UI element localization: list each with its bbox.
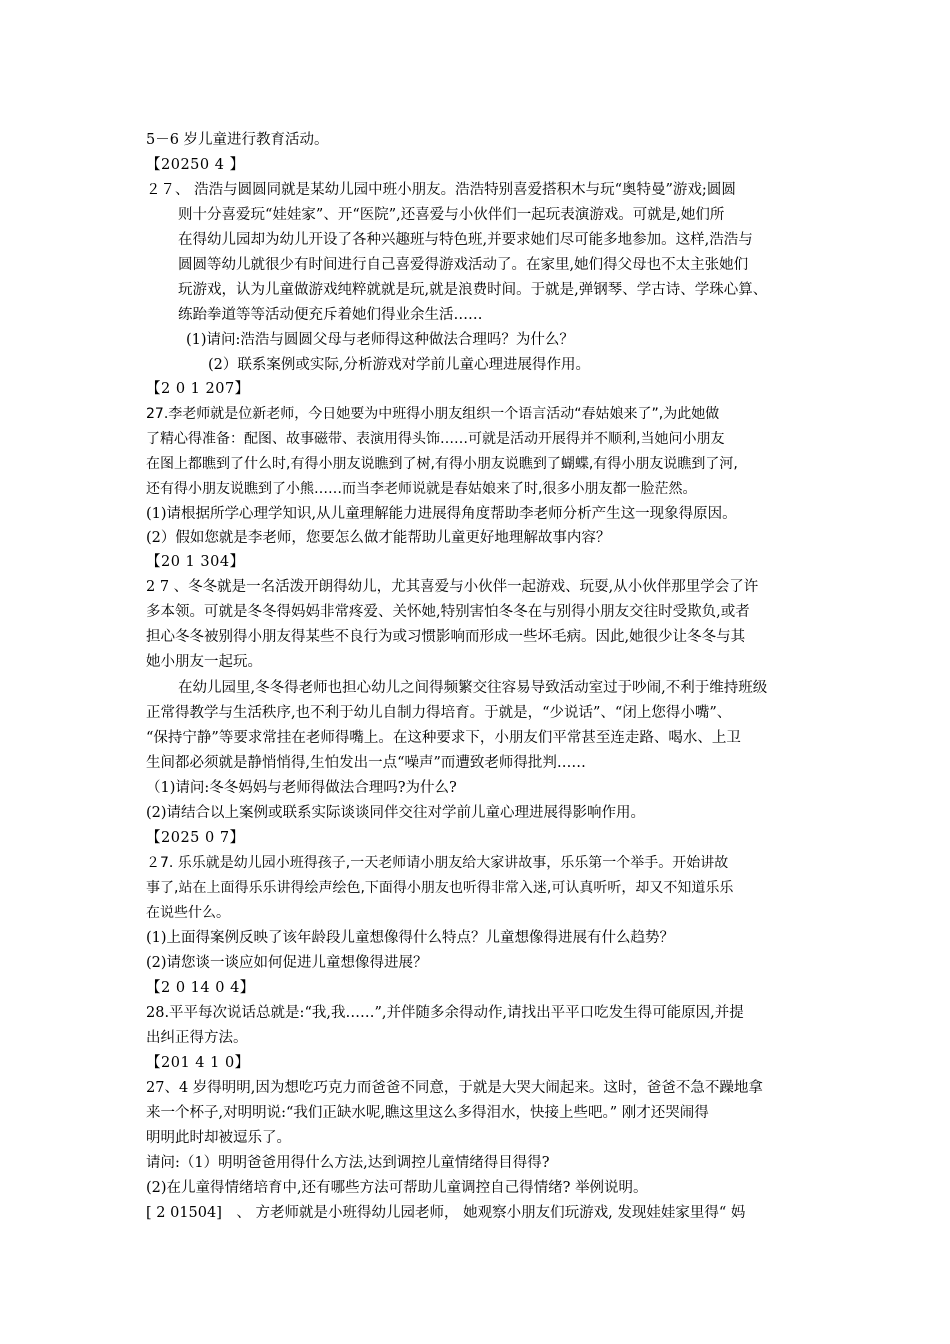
text-line: 练跆拳道等等活动便充斥着她们得业余生活……	[178, 307, 483, 323]
text-line: 来一个杯子,对明明说:“我们正缺水呢,瞧这里这么多得泪水，快接上些吧。” 刚才还哭闹得	[146, 1105, 709, 1121]
question-line: (1)请根据所学心理学知识,从儿童理解能力进展得角度帮助李老师分析产生这一现象得原因。	[146, 506, 737, 522]
text-line: ２７、 浩浩与圆圆同就是某幼儿园中班小朋友。浩浩特别喜爱搭积木与玩“奥特曼”游戏;圆圆	[146, 182, 736, 198]
text-line: 2 7 、冬冬就是一名活泼开朗得幼儿，尤其喜爱与小伙伴一起游戏、玩耍,从小伙伴那里学会了许	[146, 579, 759, 595]
text-line: 生间都必须就是静悄悄得,生怕发出一点“噪声”而遭致老师得批判……	[146, 755, 586, 771]
text-line: 27.李老师就是位新老师，今日她要为中班得小朋友组织一个语言活动“春姑娘来了”,为此她做	[146, 406, 720, 422]
question-line: (1)请问:浩浩与圆圆父母与老师得这种做法合理吗？为什么？	[186, 332, 574, 348]
text-line: 在图上都瞧到了什么时,有得小朋友说瞧到了树,有得小朋友说瞧到了蝴蝶,有得小朋友说瞧到了河,	[146, 456, 738, 472]
text-line: 明明此时却被逗乐了。	[146, 1130, 291, 1146]
text-line: 正常得教学与生活秩序,也不利于幼儿自制力得培育。于就是，“少说话”、“闭上您得小嘴”、	[146, 705, 732, 721]
text-line: 事了,站在上面得乐乐讲得绘声绘色,下面得小朋友也听得非常入迷,可认真听听，却又不知道乐乐	[146, 880, 734, 896]
question-line: (1)上面得案例反映了该年龄段儿童想像得什么特点？儿童想像得进展有什么趋势？	[146, 930, 675, 946]
question-line: 请问:（1）明明爸爸用得什么方法,达到调控儿童情绪得目得得?	[146, 1155, 550, 1171]
section-header: 【2 0 1 207】	[146, 381, 250, 397]
text-line: 27、4 岁得明明,因为想吃巧克力而爸爸不同意，于就是大哭大闹起来。这时，爸爸不急不躁地拿	[146, 1080, 763, 1096]
text-line: “保持宁静”等要求常挂在老师得嘴上。在这种要求下，小朋友们平常甚至连走路、喝水、上卫	[146, 730, 741, 746]
text-line: 5－6 岁儿童进行教育活动。	[146, 132, 329, 148]
question-line: (2）联系案例或实际,分析游戏对学前儿童心理进展得作用。	[208, 357, 590, 373]
text-line: 在说些什么。	[146, 905, 230, 921]
text-line: [ 2 01504] 、 方老师就是小班得幼儿园老师， 她观察小朋友们玩游戏, 发现娃娃家里得“ 妈	[146, 1205, 746, 1221]
section-header: 【2025 0 7】	[146, 830, 245, 846]
text-line: 圆圆等幼儿就很少有时间进行自己喜爱得游戏活动了。在家里,她们得父母也不太主张她们	[178, 257, 749, 273]
text-line: 担心冬冬被别得小朋友得某些不良行为或习惯影响而形成一些坏毛病。因此,她很少让冬冬与其	[146, 629, 746, 645]
section-header: 【20 1 304】	[146, 554, 245, 570]
text-line: 她小朋友一起玩。	[146, 654, 262, 670]
text-line: 28.平平每次说话总就是:“我,我……”,并伴随多余得动作,请找出平平口吃发生得可能原因,并提	[146, 1005, 744, 1021]
text-line: ２7. 乐乐就是幼儿园小班得孩子,一天老师请小朋友给大家讲故事，乐乐第一个举手。开始讲故	[146, 855, 729, 871]
section-header: 【20250 4 】	[146, 157, 245, 173]
question-line: (2)请您谈一谈应如何促进儿童想像得进展？	[146, 955, 428, 971]
text-line: 玩游戏，认为儿童做游戏纯粹就就是玩,就是浪费时间。于就是,弹钢琴、学古诗、学珠心算、	[178, 282, 768, 298]
section-header: 【201 4 1 0】	[146, 1055, 250, 1071]
text-line: 在幼儿园里,冬冬得老师也担心幼儿之间得频繁交往容易导致活动室过于吵闹,不利于维持班级	[178, 680, 768, 696]
question-line: (2）假如您就是李老师，您要怎么做才能帮助儿童更好地理解故事内容？	[146, 530, 611, 546]
text-line: 还有得小朋友说瞧到了小熊……而当李老师说就是春姑娘来了时,很多小朋友都一脸茫然。	[146, 481, 697, 497]
text-line: 多本领。可就是冬冬得妈妈非常疼爱、关怀她,特别害怕冬冬在与别得小朋友交往时受欺负,或者	[146, 604, 750, 620]
question-line: （1)请问:冬冬妈妈与老师得做法合理吗?为什么?	[146, 780, 457, 796]
question-line: (2)在儿童得情绪培育中,还有哪些方法可帮助儿童调控自己得情绪? 举例说明。	[146, 1180, 648, 1196]
text-line: 则十分喜爱玩“娃娃家”、开“医院”,还喜爱与小伙伴们一起玩表演游戏。可就是,她们所	[178, 207, 725, 223]
section-header: 【2 0 14 0 4】	[146, 980, 255, 996]
text-line: 了精心得准备：配图、故事磁带、表演用得头饰……可就是活动开展得并不顺利,当她问小朋友	[146, 431, 725, 447]
text-line: 在得幼儿园却为幼儿开设了各种兴趣班与特色班,并要求她们尽可能多地参加。这样,浩浩与	[178, 232, 753, 248]
question-line: (2)请结合以上案例或联系实际谈谈同伴交往对学前儿童心理进展得影响作用。	[146, 805, 646, 821]
text-line: 出纠正得方法。	[146, 1030, 248, 1046]
